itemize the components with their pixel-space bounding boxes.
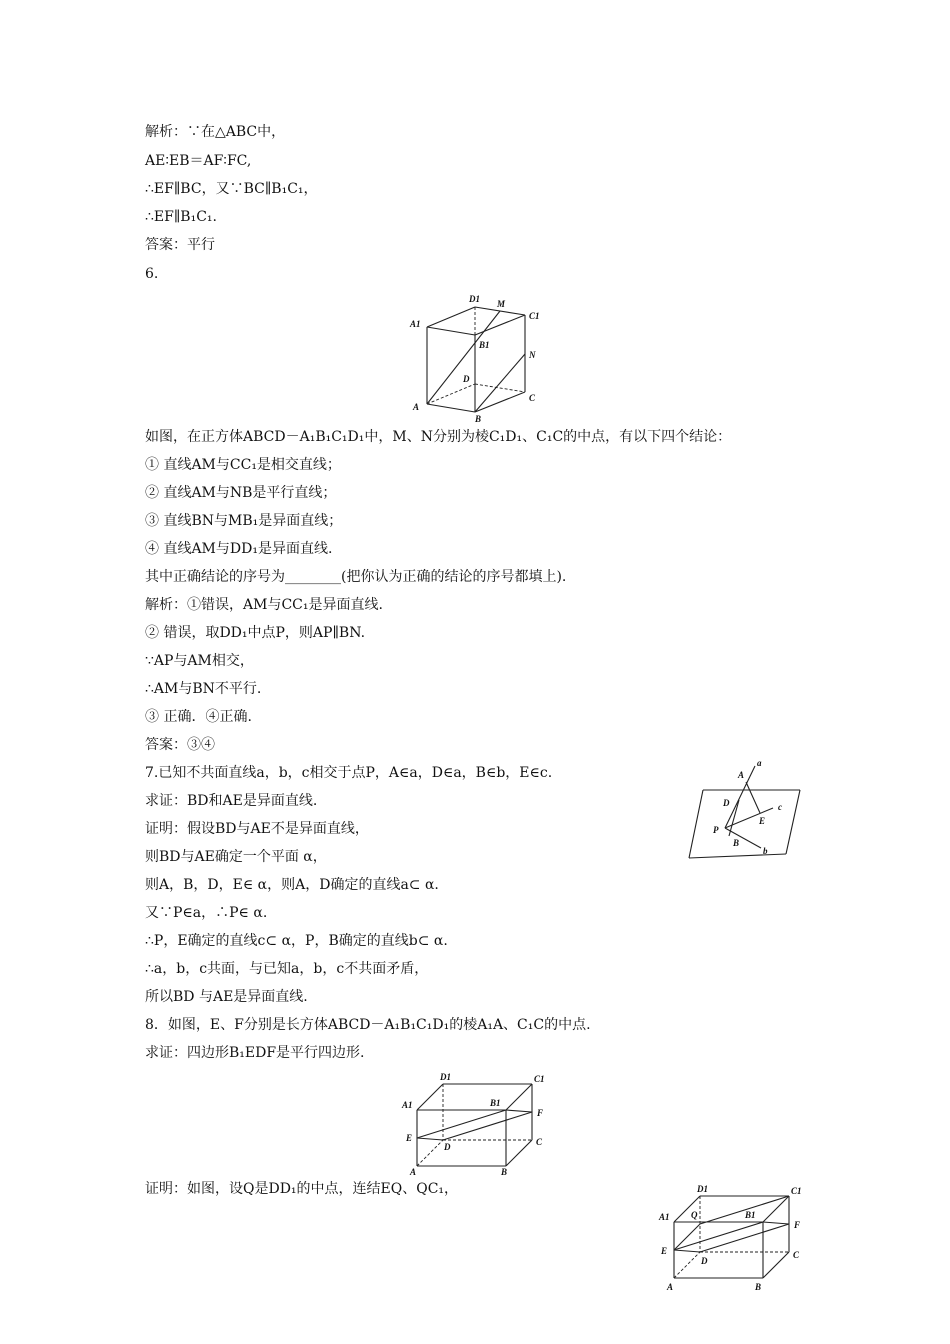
vertex-label: B1 — [479, 340, 490, 350]
vertex-label: C — [536, 1137, 543, 1147]
point-label: E — [759, 816, 766, 826]
text-line: ∴EF∥BC，又∵BC∥B₁C₁， — [145, 181, 318, 197]
text-line: ② 直线AM与NB是平行直线； — [145, 485, 337, 501]
point-label: A — [738, 770, 745, 780]
text-line: 答案：③④ — [145, 737, 215, 753]
vertex-label: A1 — [410, 319, 421, 329]
text-line: ③ 直线BN与MB₁是异面直线； — [145, 513, 343, 529]
vertex-label: A — [413, 402, 420, 412]
vertex-label: C1 — [529, 311, 540, 321]
vertex-label: B — [755, 1282, 762, 1292]
vertex-label: B1 — [745, 1210, 756, 1220]
vertex-label: F — [794, 1220, 801, 1230]
text-line: 答案：平行 — [145, 237, 215, 253]
vertex-label: Q — [691, 1210, 698, 1220]
vertex-label: N — [529, 350, 536, 360]
text-line: 证明：假设BD与AE不是异面直线， — [145, 821, 369, 837]
vertex-label: F — [537, 1108, 544, 1118]
text-line: 证明：如图，设Q是DD₁的中点，连结EQ、QC₁， — [145, 1181, 459, 1197]
cuboid-figure-proof-8 — [655, 1182, 813, 1294]
vertex-label: B — [475, 414, 482, 422]
vertex-label: D — [444, 1142, 451, 1152]
vertex-label: E — [406, 1133, 413, 1143]
vertex-label: A1 — [402, 1100, 413, 1110]
text-line: 求证：四边形B₁EDF是平行四边形. — [145, 1045, 365, 1061]
text-line: 所以BD 与AE是异面直线. — [145, 989, 308, 1005]
text-line: 则A，B，D，E∈ α，则A，D确定的直线a⊂ α. — [145, 877, 439, 893]
vertex-label: E — [661, 1246, 668, 1256]
vertex-label: D — [701, 1256, 708, 1266]
vertex-label: B1 — [490, 1098, 501, 1108]
line-label: a — [757, 758, 762, 768]
text-line: ∴AM与BN不平行. — [145, 681, 262, 697]
line-label: b — [763, 846, 768, 856]
line-label: c — [778, 802, 782, 812]
plane-lines-figure-problem-7 — [683, 758, 808, 863]
point-label: P — [713, 825, 719, 835]
vertex-label: A1 — [659, 1212, 670, 1222]
text-line: 又∵P∈a，∴P∈ α. — [145, 905, 268, 921]
text-line: 其中正确结论的序号为________(把你认为正确的结论的序号都填上). — [145, 569, 567, 585]
text-line: AE∶EB＝AF∶FC, — [145, 153, 252, 169]
vertex-label: D1 — [697, 1184, 708, 1194]
vertex-label: C — [793, 1250, 800, 1260]
vertex-label: D1 — [469, 294, 480, 304]
vertex-label: C1 — [791, 1186, 802, 1196]
vertex-label: C1 — [534, 1074, 545, 1084]
point-label: B — [733, 838, 740, 848]
text-line: 解析：①错误，AM与CC₁是异面直线. — [145, 597, 383, 613]
vertex-label: B — [501, 1167, 508, 1177]
text-line: ① 直线AM与CC₁是相交直线； — [145, 457, 341, 473]
point-label: D — [723, 798, 730, 808]
text-line: 7.已知不共面直线a，b，c相交于点P，A∈a，D∈a，B∈b，E∈c. — [145, 765, 553, 781]
text-line: ∵AP与AM相交， — [145, 653, 254, 669]
cuboid-figure-problem-8 — [398, 1070, 556, 1180]
vertex-label: A — [410, 1167, 417, 1177]
vertex-label: C — [529, 393, 536, 403]
text-line: ∴EF∥B₁C₁. — [145, 209, 217, 225]
cube-figure-problem-6 — [405, 292, 555, 422]
text-line: 6. — [145, 266, 159, 282]
vertex-label: M — [497, 299, 506, 309]
text-line: 如图，在正方体ABCD－A₁B₁C₁D₁中，M、N分别为棱C₁D₁、C₁C的中点，有以下四个结论： — [145, 429, 732, 445]
vertex-label: D — [463, 374, 470, 384]
vertex-label: A — [667, 1282, 674, 1292]
text-line: ④ 直线AM与DD₁是异面直线. — [145, 541, 333, 557]
text-line: 8．如图，E、F分别是长方体ABCD－A₁B₁C₁D₁的棱A₁A、C₁C的中点. — [145, 1017, 591, 1033]
text-line: ③ 正确．④正确. — [145, 709, 252, 725]
text-line: ∴P，E确定的直线c⊂ α，P，B确定的直线b⊂ α. — [145, 933, 448, 949]
text-line: ② 错误，取DD₁中点P，则AP∥BN. — [145, 625, 366, 641]
text-line: 则BD与AE确定一个平面 α， — [145, 849, 327, 865]
text-line: 求证：BD和AE是异面直线. — [145, 793, 318, 809]
text-line: 解析：∵在△ABC中， — [145, 124, 286, 140]
vertex-label: D1 — [440, 1072, 451, 1082]
text-line: ∴a，b，c共面，与已知a，b，c不共面矛盾， — [145, 961, 429, 977]
